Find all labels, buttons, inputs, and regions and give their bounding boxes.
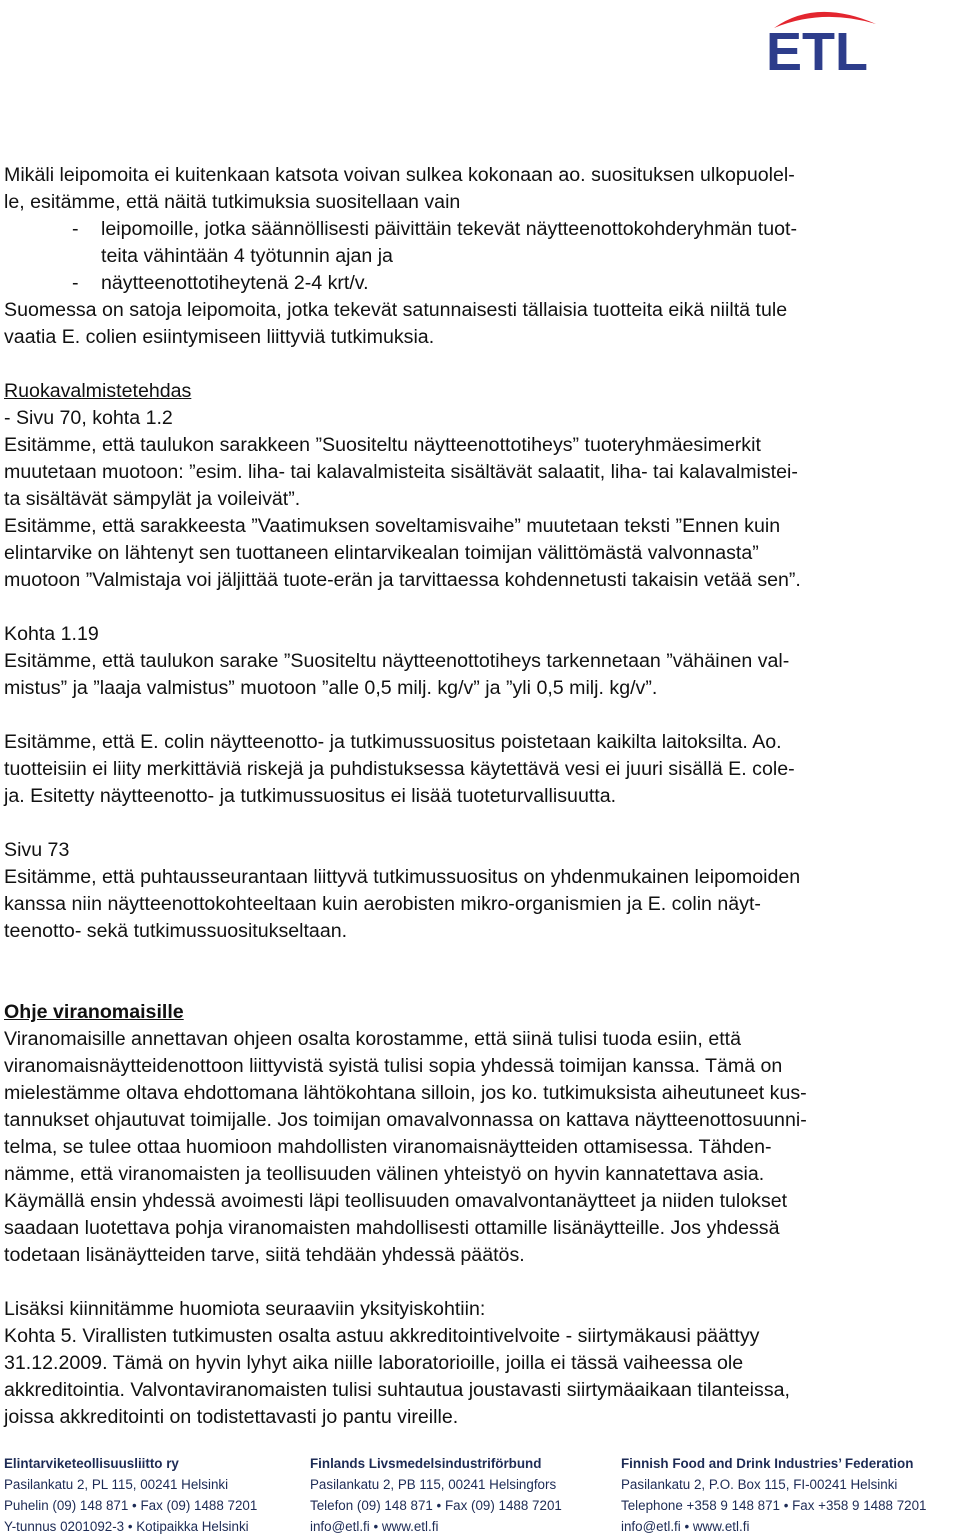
- paragraph: telma, se tulee ottaa huomioon mahdollisten viranomaisnäytteiden ottamisessa. Tähden-: [4, 1136, 772, 1158]
- footer-business-id: Y-tunnus 0201092-3 • Kotipaikka Helsinki: [4, 1519, 249, 1534]
- paragraph: tannukset ohjautuvat toimijalle. Jos toimijan omavalvonnassa on kattava näytteenottosuunni-: [4, 1109, 807, 1131]
- footer-address: Pasilankatu 2, PB 115, 00241 Helsingfors: [310, 1477, 557, 1492]
- paragraph: joissa akkreditointi on todistettavasti jo pantu vireille.: [4, 1406, 459, 1428]
- footer-phone: Telephone +358 9 148 871 • Fax +358 9 1488 7201: [621, 1498, 927, 1513]
- paragraph: nämme, että viranomaisten ja teollisuuden välinen yhteistyö on hyvin kannatettava asia.: [4, 1163, 765, 1185]
- paragraph: todetaan lisänäytteiden tarve, siitä tehdään yhdessä päätös.: [4, 1244, 525, 1266]
- paragraph: Viranomaisille annettavan ohjeen osalta korostamme, että siinä tulisi tuoda esiin, että: [4, 1028, 742, 1050]
- paragraph: Kohta 5. Virallisten tutkimusten osalta astuu akkreditointivelvoite - siirtymäkausi päättyy: [4, 1325, 760, 1347]
- subheading: - Sivu 70, kohta 1.2: [4, 407, 173, 429]
- section-heading: Ruokavalmistetehdas: [4, 380, 192, 402]
- etl-logo: [764, 4, 892, 74]
- paragraph: muotoon ”Valmistaja voi jäljittää tuote-erän ja tarvittaessa kohdennetusti takaisin vetää sen”.: [4, 569, 801, 591]
- paragraph: viranomaisnäytteidenottoon liittyvistä syistä tulisi sopia yhdessä toimijan kanssa. Tämä on: [4, 1055, 783, 1077]
- paragraph: Käymällä ensin yhdessä avoimesti läpi teollisuuden omavalvontanäytteet ja niiden tulokset: [4, 1190, 788, 1212]
- paragraph: vaatia E. colien esiintymiseen liittyviä tutkimuksia.: [4, 326, 435, 348]
- paragraph: le, esitämme, että näitä tutkimuksia suositellaan vain: [4, 191, 461, 213]
- list-item-text: leipomoille, jotka säännöllisesti päivittäin tekevät näytteenottokohderyhmän tuot-: [101, 218, 797, 240]
- footer-address: Pasilankatu 2, PL 115, 00241 Helsinki: [4, 1477, 229, 1492]
- paragraph: saadaan luotettava pohja viranomaisten mahdollisesti ottamille lisänäytteille. Jos yhdessä: [4, 1217, 780, 1239]
- list-item: [4, 270, 944, 297]
- etl-logo-graphic: [764, 4, 892, 74]
- subheading: Sivu 73: [4, 839, 70, 861]
- paragraph: Lisäksi kiinnitämme huomiota seuraaviin yksityiskohtiin:: [4, 1298, 486, 1320]
- footer-column-en: [621, 1453, 927, 1537]
- document-body: [4, 162, 944, 1431]
- footer-org-name: Finnish Food and Drink Industries’ Federation: [621, 1456, 914, 1471]
- paragraph: akkreditointia. Valvontaviranomaisten tulisi suhtautua joustavasti siirtymäaikaan tilanteissa,: [4, 1379, 790, 1401]
- footer-address: Pasilankatu 2, P.O. Box 115, FI-00241 Helsinki: [621, 1477, 898, 1492]
- footer-contact: info@etl.fi • www.etl.fi: [310, 1519, 439, 1534]
- footer-contact: info@etl.fi • www.etl.fi: [621, 1519, 750, 1534]
- paragraph: ja. Esitetty näytteenotto- ja tutkimussuositus ei lisää tuoteturvallisuutta.: [4, 785, 617, 807]
- paragraph: Suomessa on satoja leipomoita, jotka tekevät satunnaisesti tällaisia tuotteita eikä niiltä tule: [4, 299, 788, 321]
- paragraph: Esitämme, että sarakkeesta ”Vaatimuksen soveltamisvaihe” muutetaan teksti ”Ennen kuin: [4, 515, 781, 537]
- paragraph: kanssa niin näytteenottokohteeltaan kuin aerobisten mikro-organismien ja E. colin näyt-: [4, 893, 761, 915]
- list-dash: -: [72, 272, 79, 294]
- footer-phone: Telefon (09) 148 871 • Fax (09) 1488 7201: [310, 1498, 562, 1513]
- paragraph: tuotteisiin ei liity merkittäviä riskejä ja puhdistuksessa käytettävä vesi ei juuri sisällä E. cole-: [4, 758, 795, 780]
- list-item: [4, 216, 944, 270]
- paragraph: Esitämme, että taulukon sarake ”Suositeltu näytteenottotiheys tarkennetaan ”vähäinen val-: [4, 650, 790, 672]
- paragraph: 31.12.2009. Tämä on hyvin lyhyt aika niille laboratorioille, joilla ei tässä vaiheessa ole: [4, 1352, 744, 1374]
- paragraph: Esitämme, että puhtausseurantaan liittyvä tutkimussuositus on yhdenmukainen leipomoiden: [4, 866, 801, 888]
- paragraph: mistus” ja ”laaja valmistus” muotoon ”alle 0,5 milj. kg/v” ja ”yli 0,5 milj. kg/v”.: [4, 677, 658, 699]
- paragraph: elintarvike on lähtenyt sen tuottaneen elintarvikealan toimijan välittömästä valvonnasta”: [4, 542, 759, 564]
- paragraph: Esitämme, että E. colin näytteenotto- ja tutkimussuositus poistetaan kaikilta laitoksilta. Ao.: [4, 731, 782, 753]
- list-item-text: näytteenottotiheytenä 2-4 krt/v.: [101, 272, 369, 294]
- section-heading: Ohje viranomaisille: [4, 1001, 184, 1023]
- list-item-text: teita vähintään 4 työtunnin ajan ja: [101, 245, 393, 267]
- footer-org-name: Finlands Livsmedelsindustriförbund: [310, 1456, 542, 1471]
- footer-column-fi: [4, 1453, 257, 1537]
- logo-text: ETL: [766, 22, 868, 74]
- subheading: Kohta 1.19: [4, 623, 99, 645]
- paragraph: teenotto- sekä tutkimussuositukseltaan.: [4, 920, 348, 942]
- page-footer: [4, 1453, 960, 1537]
- paragraph: muutetaan muotoon: ”esim. liha- tai kalavalmisteita sisältävät salaatit, liha- tai kalavalmistei-: [4, 461, 798, 483]
- footer-column-sv: [310, 1453, 562, 1537]
- paragraph: Mikäli leipomoita ei kuitenkaan katsota voivan sulkea kokonaan ao. suosituksen ulkopuolel-: [4, 164, 795, 186]
- paragraph: ta sisältävät sämpylät ja voileivät”.: [4, 488, 301, 510]
- footer-phone: Puhelin (09) 148 871 • Fax (09) 1488 7201: [4, 1498, 258, 1513]
- paragraph: Esitämme, että taulukon sarakkeen ”Suositeltu näytteenottotiheys” tuoteryhmäesimerkit: [4, 434, 761, 456]
- list-dash: -: [72, 218, 79, 240]
- paragraph: mielestämme oltava ehdottomana lähtökohtana silloin, jos ko. tutkimuksista aiheutuneet kus-: [4, 1082, 807, 1104]
- footer-org-name: Elintarviketeollisuusliitto ry: [4, 1456, 179, 1471]
